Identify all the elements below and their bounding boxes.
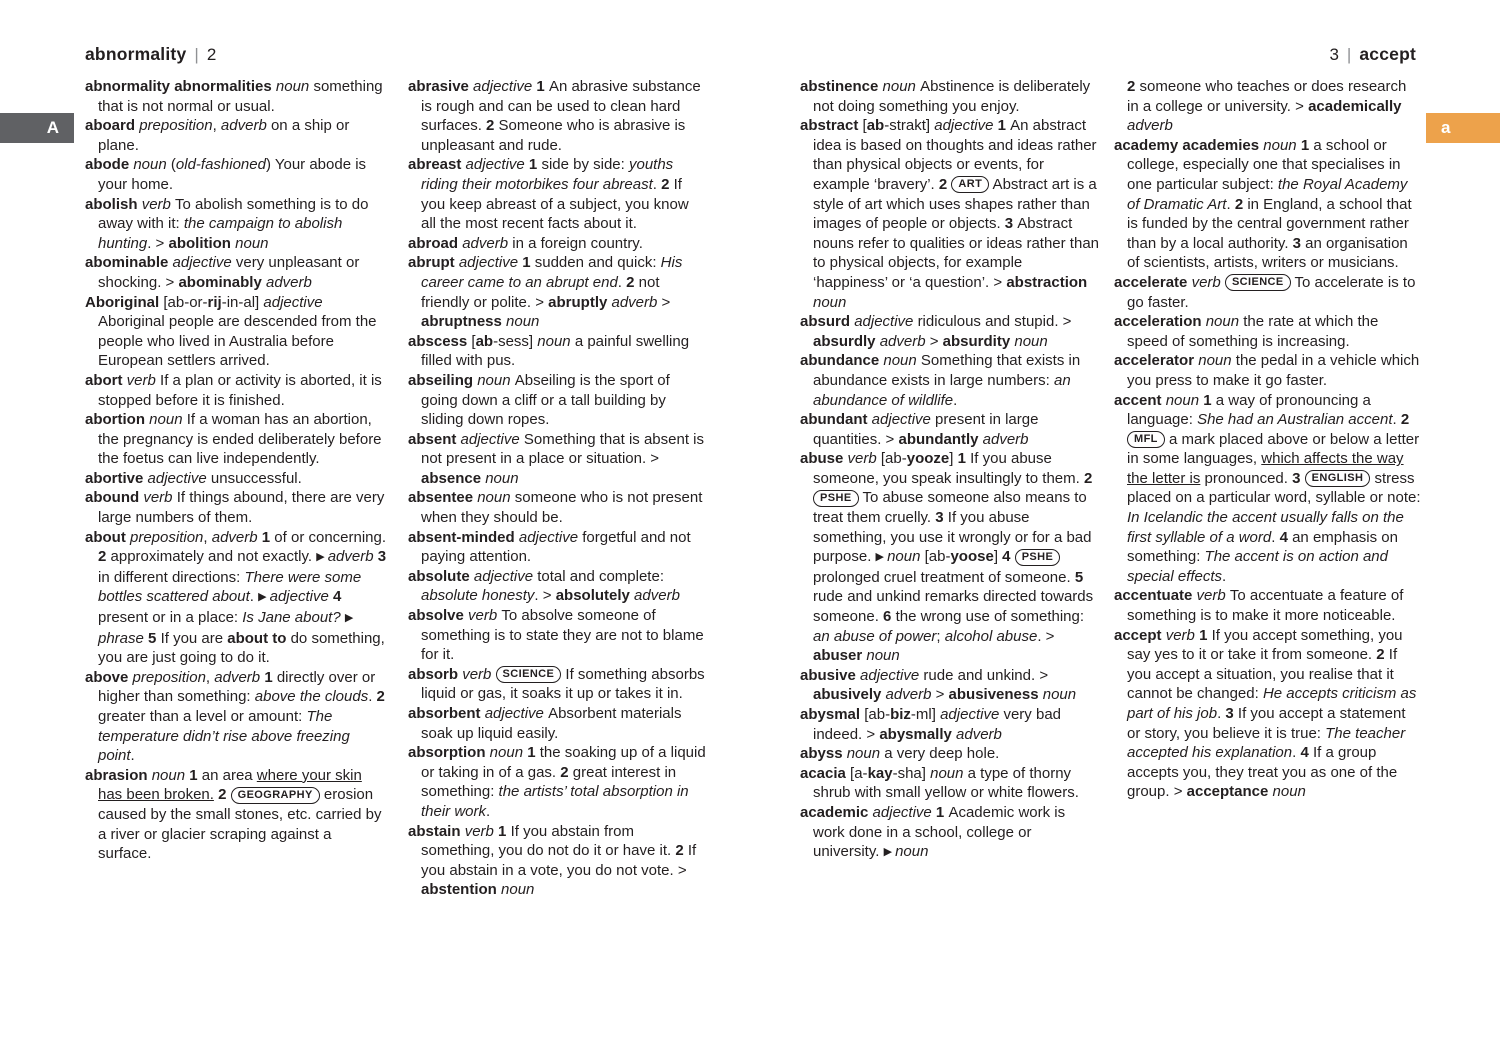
dictionary-entry: absurd adjective ridiculous and stupid. > absurdly adverb > absurdity noun [800, 313, 1072, 350]
dictionary-entry: academic adjective 1 Academic work is work done in a school, college or university. ▶ noun [800, 803, 1066, 861]
headword: absorb [408, 665, 463, 683]
dictionary-entry: academy academies noun 1 a school or college, especially one that specialises in one particular subject: the Royal Academy of Dramatic Art. 2 in England, a school that is funded by the central government rather than by a local authority. 3 an organisation of scientists, artists, writers or musicians. [1114, 136, 1412, 272]
headword: abuse [800, 450, 848, 468]
dictionary-entry: abuse verb [ab-yooze] 1 If you abuse someone, you speak insultingly to them. 2 PSHE To abuse someone also means to treat them cruelly. 3 If you abuse something, you use it wrongly or for a bad purpose. ▶ noun [ab-yoose] 4 PSHE prolonged cruel treatment of someone. 5 rude and unkind remarks directed towards someone. 6 the wrong use of something: an abuse of power; alcohol abuse. > abuser noun [800, 450, 1094, 665]
subject-badge: MFL [1127, 431, 1165, 448]
dictionary-entry: above preposition, adverb 1 directly over or higher than something: above the clouds. 2 greater than a level or amount: The temperature didn’t rise above freezing point. [85, 668, 385, 765]
headword: 2 [1127, 78, 1140, 95]
dictionary-entry: abyss noun a very deep hole. [800, 745, 1000, 763]
headword: abysmal [800, 706, 865, 723]
dictionary-entry: abnormality abnormalities noun something that is not normal or usual. [85, 78, 383, 115]
dictionary-entry: accelerate verb SCIENCE To accelerate is to go faster. [1114, 273, 1416, 311]
dictionary-entry: accent noun 1 a way of pronouncing a language: She had an Australian accent. 2 MFL a mark placed above or below a letter in some languages, which affects the way the letter is pronounced. 3 ENGLISH stress placed on a particular word, syllable or note: In Icelandic the accent usually falls on the first syllable of a word. 4 an emphasis on something: The accent is on action and special effects. [1114, 391, 1421, 585]
dictionary-entry: about preposition, adverb 1 of or concerning. 2 approximately and not exactly. ▶ adverb 3 in different directions: There were some bottles scattered about. ▶ adjective 4 present or in a place: Is Jane about? ▶ phrase 5 If you are about to do something, you are just going to do it. [85, 528, 387, 667]
dictionary-entry: abrasive adjective 1 An abrasive substance is rough and can be used to clean hard surfaces. 2 Someone who is abrasive is unpleasant and rude. [408, 78, 701, 154]
headword: abroad [408, 234, 463, 252]
dictionary-entry: abode noun (old-fashioned) Your abode is your home. [85, 156, 367, 193]
headword: academy [1114, 136, 1183, 154]
headword: abstain [408, 822, 465, 840]
headword: absentee [408, 489, 478, 507]
subject-badge: ENGLISH [1305, 470, 1371, 487]
dictionary-entry: abstinence noun Abstinence is deliberately not doing something you enjoy. [800, 78, 1091, 115]
headword: abrasive [408, 78, 474, 95]
headword: abundance [800, 352, 884, 370]
dictionary-entry: abundance noun Something that exists in abundance exists in large numbers: an abundance of wildlife. [800, 352, 1081, 409]
running-head-right [1329, 44, 1416, 65]
headword: absolve [408, 607, 469, 625]
dictionary-entry: abrasion noun 1 an area where your skin has been broken. 2 GEOGRAPHY erosion caused by the small stones, etc. carried by a river or glacier scraping against a surface. [85, 766, 382, 863]
headword: abound [85, 489, 144, 507]
subject-badge: PSHE [813, 490, 859, 507]
subject-badge: SCIENCE [496, 666, 562, 683]
page-number-right: 3 [1329, 45, 1339, 64]
dictionary-entry: Aboriginal [ab-or-rij-in-al] adjective Aboriginal people are descended from the people who lived in Australia before European settlers arrived. [85, 293, 377, 370]
headword: abrupt [408, 254, 459, 272]
dictionary-entry: absolve verb To absolve someone of something is to state they are not to blame for it. [408, 607, 704, 664]
headword: abnormality [85, 78, 175, 95]
headword: abortion [85, 411, 150, 429]
headword: acceleration [1114, 313, 1206, 331]
headword: absurd [800, 313, 855, 331]
headword: abundant [800, 411, 872, 429]
headword: Aboriginal [85, 293, 164, 311]
headword: accentuate [1114, 587, 1197, 605]
headword: abode [85, 156, 134, 174]
header-separator: | [1346, 45, 1352, 64]
headword: abolish [85, 195, 142, 213]
dictionary-entry: abseiling noun Abseiling is the sport of going down a cliff or a tall building by sliding down ropes. [408, 371, 670, 429]
dictionary-entry: 2 someone who teaches or does research in a college or university. > academically adverb [1127, 78, 1407, 135]
headword: abrasion [85, 766, 152, 784]
dictionary-entry: acceleration noun the rate at which the speed of something is increasing. [1114, 313, 1379, 350]
dictionary-entry: abortive adjective unsuccessful. [85, 469, 302, 487]
subject-badge: PSHE [1015, 549, 1061, 566]
subject-badge: SCIENCE [1225, 274, 1291, 291]
dictionary-entry: absent-minded adjective forgetful and not paying attention. [408, 528, 691, 566]
headword: absent [408, 430, 461, 448]
headword: above [85, 668, 133, 686]
dictionary-entry: abolish verb To abolish something is to do away with it: the campaign to abolish hunting. > abolition noun [85, 195, 369, 252]
dictionary-entry: abominable adjective very unpleasant or shocking. > abominably adverb [85, 254, 360, 291]
dictionary-entry: abortion noun If a woman has an abortion, the pregnancy is ended deliberately before the foetus can live independently. [85, 411, 382, 468]
column-2 [408, 77, 706, 900]
headword: abreast [408, 156, 466, 174]
dictionary-entry: abusive adjective rude and unkind. > abusively adverb > abusiveness noun [800, 666, 1077, 704]
headword: abusive [800, 666, 861, 684]
dictionary-entry: abundant adjective present in large quantities. > abundantly adverb [800, 411, 1039, 448]
dictionary-entry: accept verb 1 If you accept something, you say yes to it or take it from someone. 2 If you accept a situation, you realise that it cannot be changed: He accepts criticism as part of his job. 3 If you accept a statement or story, you believe it is true: The teacher accepted his explanation. 4 If a group accepts you, they treat you as one of the group. > acceptance noun [1114, 626, 1417, 801]
pos-arrow-icon: ▶ [344, 612, 354, 625]
dictionary-entry: accentuate verb To accentuate a feature of something is to make it more noticeable. [1114, 587, 1404, 625]
headword: accept [1114, 626, 1166, 644]
dictionary-entry: abort verb If a plan or activity is aborted, it is stopped before it is finished. [85, 371, 382, 409]
headword: abscess [408, 332, 472, 350]
headword: acacia [800, 764, 851, 782]
dictionary-entry: accelerator noun the pedal in a vehicle which you press to make it go faster. [1114, 352, 1420, 389]
headword: abominable [85, 254, 173, 272]
guide-word-right: accept [1359, 44, 1416, 64]
pos-arrow-icon: ▶ [258, 591, 270, 604]
headword: abort [85, 371, 127, 389]
headword: abyss [800, 745, 847, 763]
headword: absent-minded [408, 528, 519, 546]
dictionary-entry: abrupt adjective 1 sudden and quick: His career came to an abrupt end. 2 not friendly or polite. > abruptly adverb > abruptness noun [408, 254, 683, 331]
page-number-left: 2 [206, 45, 217, 64]
pos-arrow-icon: ▶ [875, 551, 888, 564]
pos-arrow-icon: ▶ [316, 551, 328, 564]
dictionary-entry: abstain verb 1 If you abstain from something, you do not do it or have it. 2 If you abstain in a vote, you do not vote. > abstention noun [408, 822, 697, 899]
column-1 [85, 77, 388, 864]
headword: absorbent [408, 705, 485, 722]
dictionary-entry: absorb verb SCIENCE If something absorbs liquid or gas, it soaks it up or takes it in. [408, 665, 705, 703]
dictionary-entry: abysmal [ab-biz-ml] adjective very bad indeed. > abysmally adverb [800, 706, 1062, 743]
running-head-left [85, 44, 216, 65]
headword: absorption [408, 744, 490, 762]
dictionary-entry: abreast adjective 1 side by side: youths riding their motorbikes four abreast. 2 If you keep abreast of a subject, you know all the most recent facts about it. [408, 156, 689, 233]
headword: absolute [408, 567, 474, 585]
headword: aboard [85, 117, 140, 135]
section-tab-left: A [0, 113, 74, 143]
dictionary-entry: absorption noun 1 the soaking up of a liquid or taking in of a gas. 2 great interest in something: the artists’ total absorption in their work. [408, 744, 706, 820]
headword: abortive [85, 469, 148, 487]
dictionary-entry: absent adjective Something that is absent is not present in a place or situation. > absence noun [408, 430, 704, 487]
dictionary-entry: abscess [ab-sess] noun a painful swelling filled with pus. [408, 332, 690, 370]
pos-arrow-icon: ▶ [883, 846, 896, 859]
dictionary-entry: absolute adjective total and complete: absolute honesty. > absolutely adverb [408, 567, 680, 605]
dictionary-entry: acacia [a-kay-sha] noun a type of thorny shrub with small yellow or white flowers. [800, 764, 1079, 802]
subject-badge: ART [951, 176, 989, 193]
section-tab-right: a [1426, 113, 1500, 143]
guide-word-left: abnormality [85, 44, 187, 64]
headword: about [85, 528, 130, 546]
dictionary-entry: absorbent adjective Absorbent materials soak up liquid easily. [408, 705, 682, 742]
header-separator: | [194, 45, 199, 64]
dictionary-entry: abstract [ab-strakt] adjective 1 An abstract idea is based on thoughts and ideas rather than physical objects or events, for example ‘bravery’. 2 ART Abstract art is a style of art which uses shapes rather than images of people or objects. 3 Abstract nouns refer to qualities or ideas rather than to physical objects, for example ‘happiness’ or ‘a question’. > abstraction noun [800, 117, 1100, 311]
headword: abstract [800, 117, 863, 135]
headword: accent [1114, 391, 1166, 409]
headword: accelerate [1114, 273, 1192, 291]
subject-badge: GEOGRAPHY [231, 787, 320, 804]
headword: abstinence [800, 78, 883, 95]
dictionary-entry: absentee noun someone who is not present when they should be. [408, 489, 703, 527]
dictionary-entry: aboard preposition, adverb on a ship or plane. [85, 117, 350, 154]
column-4 [1114, 77, 1422, 802]
headword: academic [800, 803, 873, 821]
headword: abseiling [408, 371, 478, 389]
headword: accelerator [1114, 352, 1199, 370]
column-3 [800, 77, 1100, 863]
dictionary-entry: abound verb If things abound, there are very large numbers of them. [85, 489, 385, 527]
dictionary-entry: abroad adverb in a foreign country. [408, 234, 643, 252]
